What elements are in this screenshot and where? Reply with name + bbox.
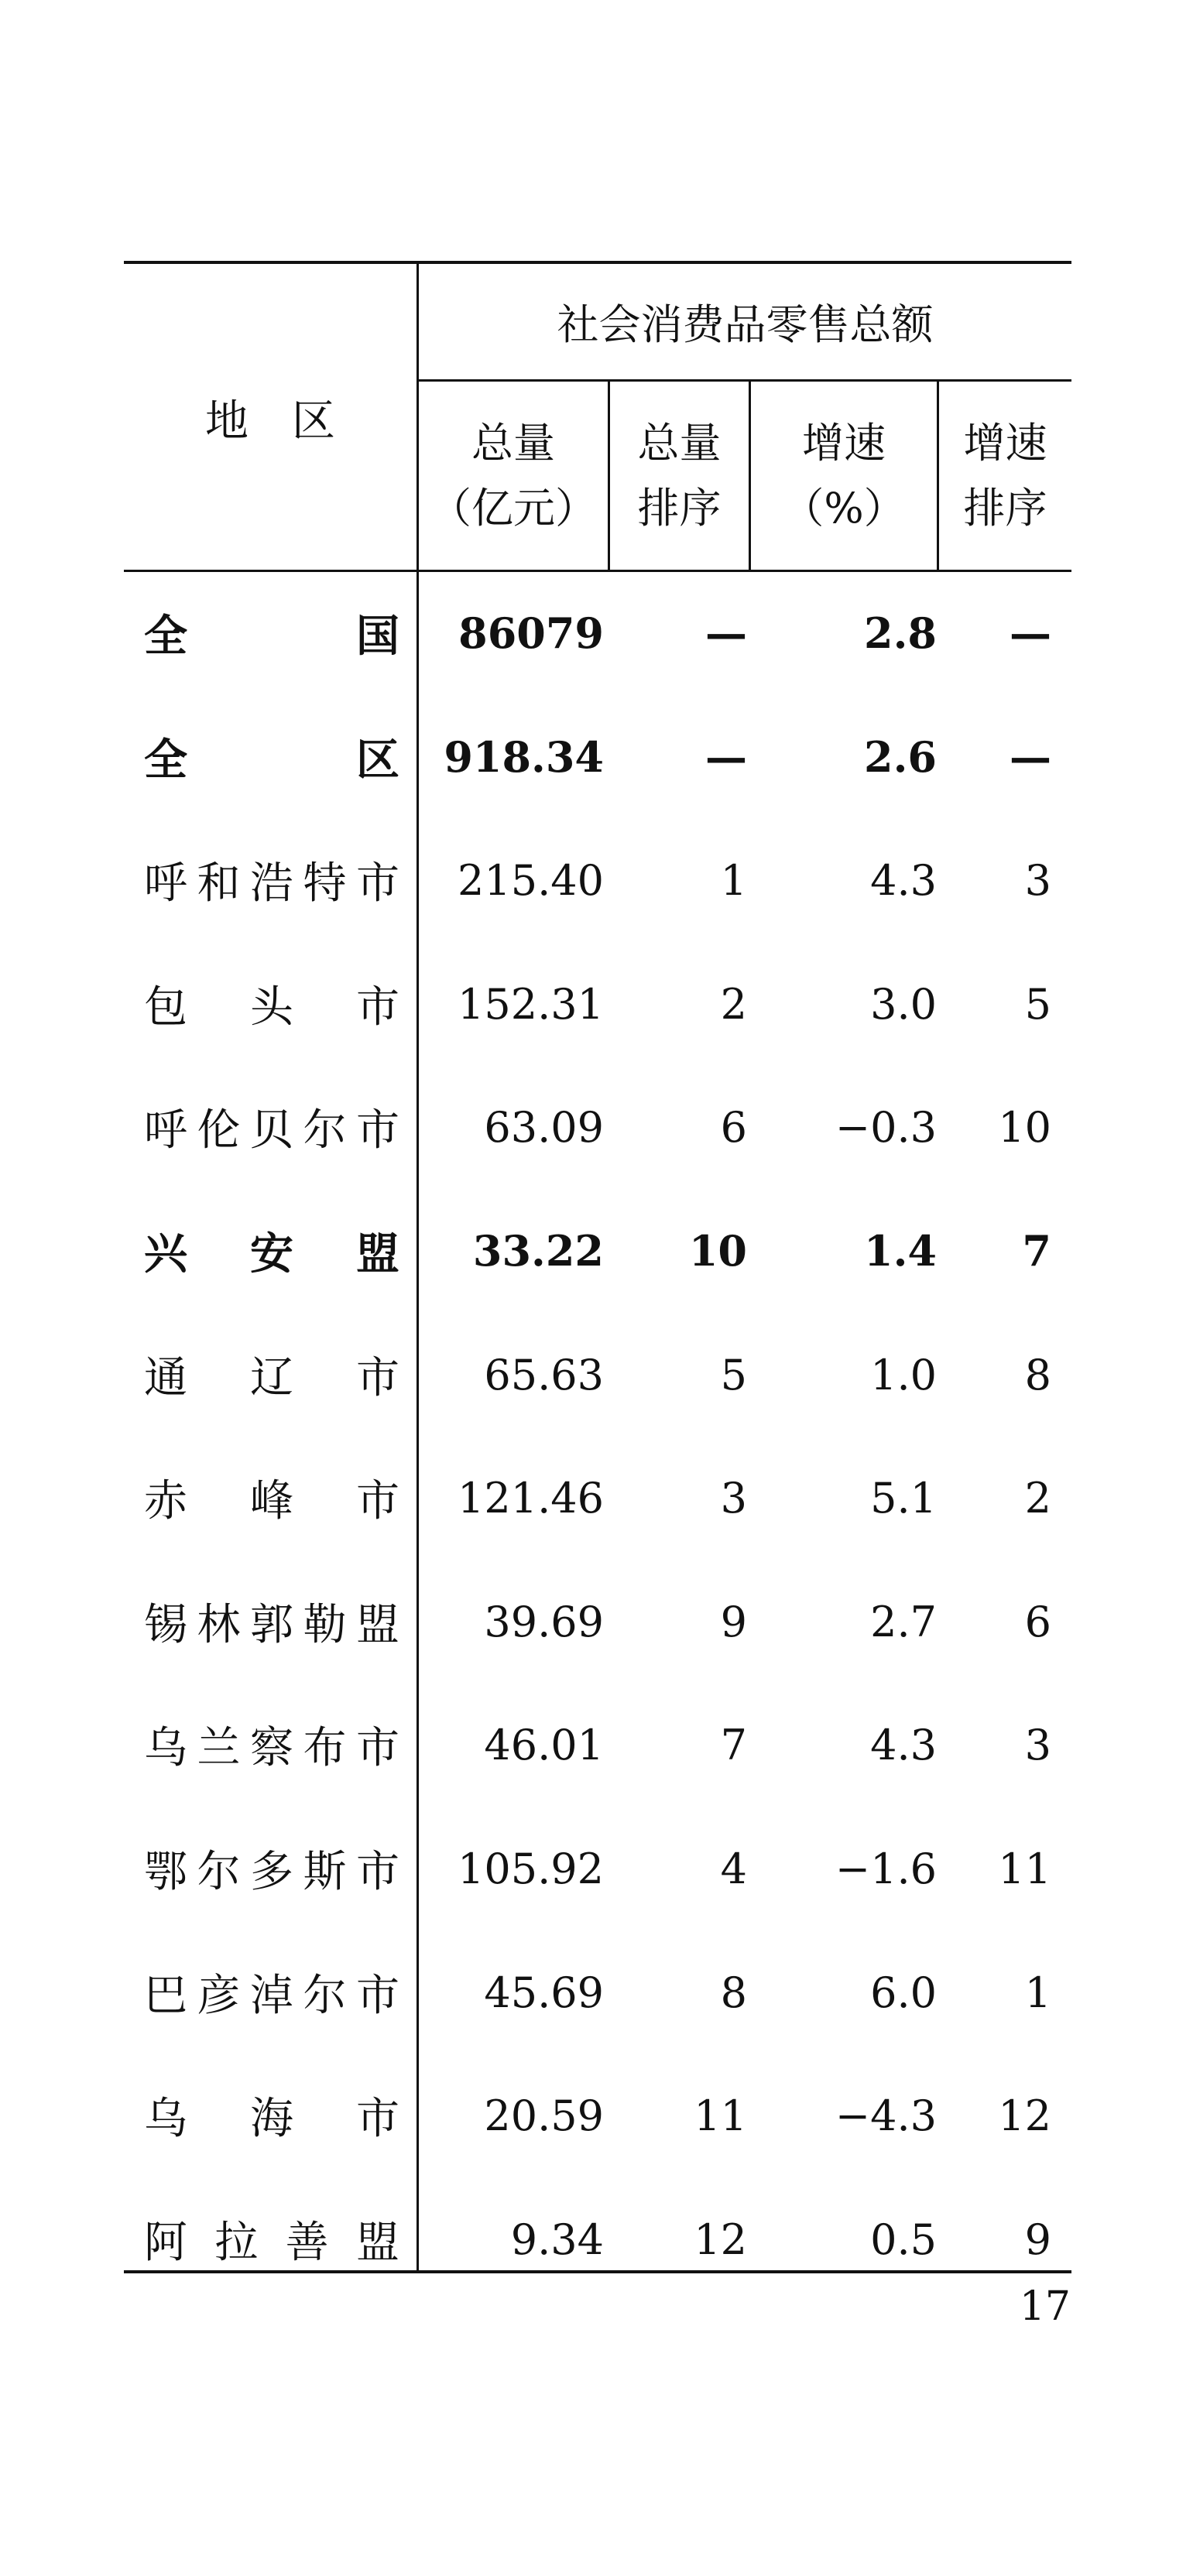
region-char: 乌	[144, 2094, 187, 2144]
row-7-total-rank: 3	[720, 1473, 747, 1523]
region-char: 浩	[250, 858, 293, 909]
header-total-rank-line2: 排序	[637, 483, 722, 533]
row-4-growth-rank: 10	[998, 1102, 1051, 1152]
row-5-total-rank: 10	[688, 1226, 747, 1276]
region-char: 尔	[303, 1105, 347, 1156]
row-13-growth: 0.5	[870, 2215, 937, 2264]
region-char: 郭	[250, 1600, 293, 1650]
row-6-region	[144, 1328, 399, 1421]
region-char: 市	[356, 1847, 399, 1897]
region-char: 巴	[144, 1971, 187, 2021]
header-growth	[751, 382, 937, 570]
row-11-total: 45.69	[484, 1968, 604, 2017]
row-7-growth-rank: 2	[1024, 1473, 1051, 1523]
header-total-rank-line1: 总量	[637, 418, 722, 468]
row-5-growth-rank: 7	[1022, 1226, 1051, 1276]
region-char: 布	[303, 1723, 347, 1773]
region-char: 市	[356, 2094, 399, 2144]
row-4-growth: −0.3	[835, 1102, 937, 1152]
region-char: 安	[250, 1228, 293, 1279]
row-2-total: 215.40	[458, 855, 604, 905]
row-13-growth-rank: 9	[1024, 2215, 1051, 2264]
region-char: 区	[356, 735, 399, 786]
header-total	[419, 382, 608, 570]
row-9-growth: 4.3	[870, 1720, 937, 1769]
row-10-growth-rank: 11	[998, 1844, 1051, 1893]
region-char: 林	[197, 1600, 241, 1650]
region-char: 国	[356, 611, 399, 662]
row-7-total: 121.46	[458, 1473, 604, 1523]
row-0-total-rank: —	[705, 608, 747, 658]
row-10-total-rank: 4	[720, 1844, 747, 1893]
row-12-region	[144, 2069, 399, 2162]
region-char: 鄂	[144, 1847, 187, 1897]
row-2-region	[144, 834, 399, 927]
region-char: 伦	[197, 1105, 241, 1156]
row-13-total-rank: 12	[694, 2215, 747, 2264]
region-char: 和	[197, 858, 241, 909]
row-8-total: 39.69	[484, 1597, 604, 1646]
page-number: 17	[1019, 2283, 1071, 2330]
row-8-region	[144, 1575, 399, 1668]
row-7-growth: 5.1	[870, 1473, 937, 1523]
region-char: 锡	[144, 1600, 187, 1650]
row-9-region	[144, 1698, 399, 1791]
region-char: 峰	[250, 1476, 293, 1526]
group-header: 社会消费品零售总额	[557, 300, 934, 349]
row-0-total: 86079	[458, 608, 604, 658]
header-total-line2: （亿元）	[430, 483, 597, 533]
region-char: 头	[250, 982, 293, 1033]
row-11-growth: 6.0	[870, 1968, 937, 2017]
region-char: 海	[250, 2094, 293, 2144]
row-12-total: 20.59	[484, 2091, 604, 2140]
row-1-growth-rank: —	[1010, 732, 1051, 782]
row-12-growth-rank: 12	[998, 2091, 1051, 2140]
row-3-total-rank: 2	[720, 979, 747, 1029]
row-5-growth: 1.4	[864, 1226, 937, 1276]
row-11-region	[144, 1946, 399, 2039]
header-total-rank	[610, 382, 749, 570]
region-char: 淖	[250, 1971, 293, 2021]
region-char: 赤	[144, 1476, 187, 1526]
row-9-total-rank: 7	[720, 1720, 747, 1769]
row-7-region	[144, 1451, 399, 1544]
header-growth-line2: （%）	[782, 483, 906, 533]
row-4-total-rank: 6	[720, 1102, 747, 1152]
row-3-total: 152.31	[458, 979, 604, 1029]
region-char: 盟	[355, 2218, 399, 2268]
region-char: 兰	[197, 1723, 241, 1773]
row-6-growth-rank: 8	[1024, 1350, 1051, 1399]
region-char: 市	[356, 982, 399, 1033]
region-char: 包	[144, 982, 187, 1033]
header-growth-rank-line1: 增速	[963, 418, 1047, 468]
row-10-growth: −1.6	[835, 1844, 937, 1893]
header-growth-line1: 增速	[802, 418, 886, 468]
row-8-growth: 2.7	[870, 1597, 937, 1646]
region-header: 地 区	[205, 396, 335, 447]
row-3-region	[144, 957, 399, 1050]
row-0-region	[144, 587, 399, 680]
region-char: 尔	[303, 1971, 347, 2021]
row-3-growth-rank: 5	[1024, 979, 1051, 1029]
region-char: 辽	[250, 1353, 293, 1403]
row-6-growth: 1.0	[870, 1350, 937, 1399]
row-10-region	[144, 1822, 399, 1915]
region-char: 乌	[144, 1723, 187, 1773]
header-total-line1: 总量	[471, 418, 555, 468]
row-2-growth: 4.3	[870, 855, 937, 905]
row-6-total: 65.63	[484, 1350, 604, 1399]
row-0-growth-rank: —	[1010, 608, 1051, 658]
row-0-growth: 2.8	[864, 608, 937, 658]
region-char: 兴	[144, 1228, 187, 1279]
row-4-region	[144, 1081, 399, 1173]
row-6-total-rank: 5	[720, 1350, 747, 1399]
row-1-growth: 2.6	[864, 732, 937, 782]
row-8-total-rank: 9	[720, 1597, 747, 1646]
region-char: 多	[250, 1847, 293, 1897]
row-5-region	[144, 1204, 399, 1297]
region-char: 拉	[214, 2218, 259, 2268]
region-char: 市	[356, 1353, 399, 1403]
row-11-growth-rank: 1	[1024, 1968, 1051, 2017]
row-2-total-rank: 1	[720, 855, 747, 905]
region-char: 勒	[303, 1600, 347, 1650]
region-char: 通	[144, 1353, 187, 1403]
region-char: 呼	[144, 858, 187, 909]
header-bottom-rule	[124, 570, 1071, 572]
row-10-total: 105.92	[458, 1844, 604, 1893]
row-11-total-rank: 8	[720, 1968, 747, 2017]
region-char: 盟	[356, 1228, 399, 1279]
region-char: 市	[356, 1971, 399, 2021]
region-char: 察	[250, 1723, 293, 1773]
row-3-growth: 3.0	[870, 979, 937, 1029]
row-1-total: 918.34	[444, 732, 604, 782]
region-char: 市	[356, 1723, 399, 1773]
row-9-growth-rank: 3	[1024, 1720, 1051, 1769]
region-char: 特	[303, 858, 347, 909]
header-growth-rank-line2: 排序	[963, 483, 1047, 533]
region-char: 阿	[144, 2218, 187, 2268]
header-growth-rank	[939, 382, 1071, 570]
row-13-region	[144, 2193, 399, 2286]
row-2-growth-rank: 3	[1024, 855, 1051, 905]
region-char: 尔	[197, 1847, 241, 1897]
region-char: 全	[144, 611, 187, 662]
row-13-total: 9.34	[510, 2215, 604, 2264]
row-4-total: 63.09	[484, 1102, 604, 1152]
region-char: 市	[356, 1105, 399, 1156]
row-1-region	[144, 711, 399, 803]
row-1-total-rank: —	[705, 732, 747, 782]
row-12-total-rank: 11	[694, 2091, 747, 2140]
region-char: 全	[144, 735, 187, 786]
region-char: 市	[356, 1476, 399, 1526]
region-char: 善	[285, 2218, 329, 2268]
region-char: 呼	[144, 1105, 187, 1156]
row-8-growth-rank: 6	[1024, 1597, 1051, 1646]
row-9-total: 46.01	[484, 1720, 604, 1769]
row-12-growth: −4.3	[835, 2091, 937, 2140]
region-char: 斯	[303, 1847, 347, 1897]
region-char: 市	[356, 858, 399, 909]
row-5-total: 33.22	[472, 1226, 604, 1276]
region-char: 盟	[356, 1600, 399, 1650]
region-char: 彦	[197, 1971, 241, 2021]
region-char: 贝	[250, 1105, 293, 1156]
